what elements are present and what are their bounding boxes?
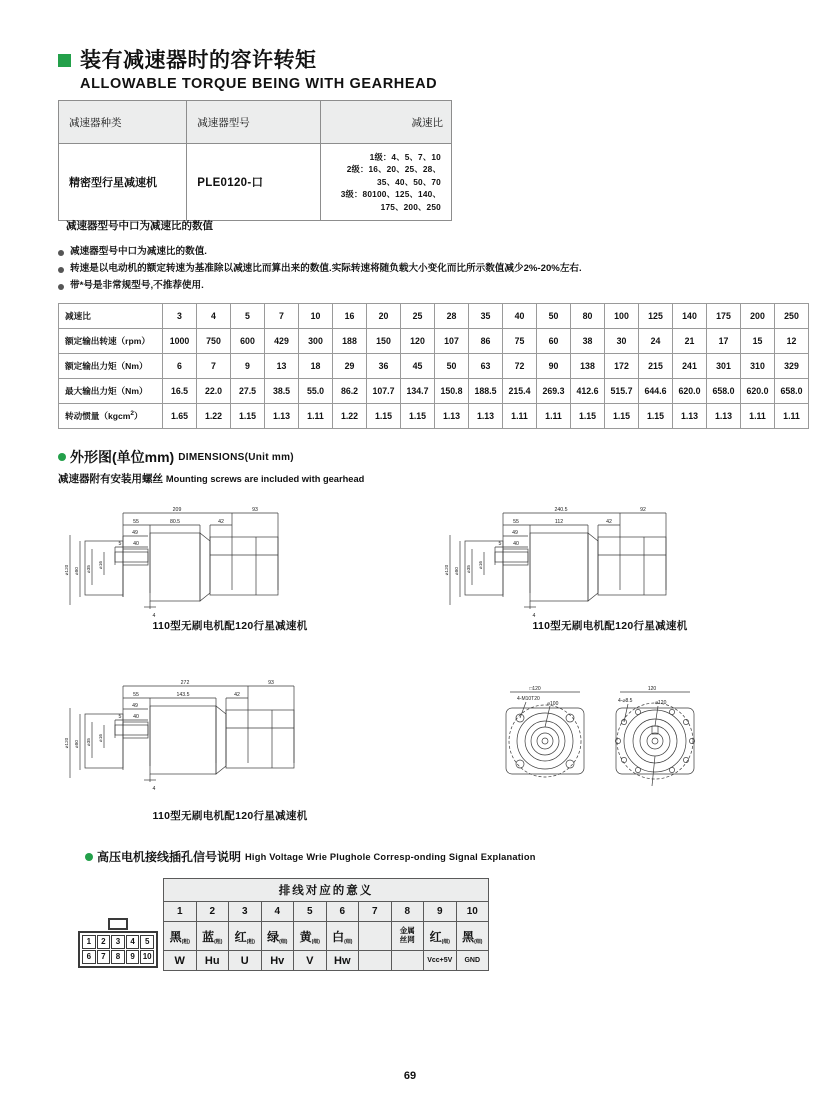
connector-pin: 10 bbox=[140, 950, 154, 964]
spec-value-cell: 1.65 bbox=[163, 404, 197, 429]
spec-data-row bbox=[59, 379, 809, 404]
dim-dia-80: ⌀80 bbox=[74, 567, 79, 575]
spec-value-cell: 107 bbox=[435, 329, 469, 354]
spec-ratio-cell: 16 bbox=[333, 304, 367, 329]
note-text: 减速器型号中口为减速比的数值. bbox=[70, 246, 207, 257]
dim-55: 55 bbox=[133, 692, 139, 698]
signal-table bbox=[163, 878, 489, 971]
gearhead-model-table bbox=[58, 100, 452, 221]
signal-wire-color: 黑(粗) bbox=[164, 922, 197, 951]
spec-value-cell: 45 bbox=[401, 354, 435, 379]
dim-272: 272 bbox=[180, 680, 190, 686]
connector-pin: 8 bbox=[111, 950, 125, 964]
flange1-top-label: □120 bbox=[529, 686, 541, 692]
spec-ratio-cell: 5 bbox=[231, 304, 265, 329]
notes-list bbox=[58, 246, 778, 297]
cell-model: PLE0120-口 bbox=[187, 144, 320, 221]
flange2-hole-label: 4-⌀8.5 bbox=[618, 698, 633, 704]
wire-gauge-note: (细) bbox=[441, 938, 450, 945]
dim-dia-120: ⌀120 bbox=[64, 737, 69, 749]
spec-value-cell: 620.0 bbox=[741, 379, 775, 404]
dim-dia-80: ⌀80 bbox=[74, 740, 79, 748]
dim-49: 49 bbox=[512, 530, 518, 536]
spec-value-cell: 1.15 bbox=[571, 404, 605, 429]
superscript: 2 bbox=[130, 410, 135, 418]
spec-value-cell: 63 bbox=[469, 354, 503, 379]
spec-value-cell: 9 bbox=[231, 354, 265, 379]
spec-value-cell: 620.0 bbox=[673, 379, 707, 404]
square-bullet-icon bbox=[58, 54, 71, 67]
spec-value-cell: 658.0 bbox=[707, 379, 741, 404]
dimension-drawing-2 bbox=[440, 505, 740, 625]
wire-gauge-note: (细) bbox=[311, 938, 320, 945]
spec-value-cell: 515.7 bbox=[605, 379, 639, 404]
dim-dia-35: ⌀35 bbox=[466, 565, 471, 573]
dim-112: 112 bbox=[554, 519, 564, 525]
wire-gauge-note: (细) bbox=[279, 938, 288, 945]
dim-dia-80: ⌀80 bbox=[454, 567, 459, 575]
signal-name: Hu bbox=[196, 951, 229, 971]
dim-143-5: 143.5 bbox=[176, 692, 190, 698]
spec-value-cell: 1.11 bbox=[741, 404, 775, 429]
spec-value-cell: 13 bbox=[265, 354, 299, 379]
dim-dia-35: ⌀35 bbox=[86, 738, 91, 746]
spec-row-label: 额定输出力矩（Nm） bbox=[59, 354, 163, 379]
specification-table bbox=[58, 303, 809, 429]
dim-93: 93 bbox=[252, 507, 258, 513]
dim-dia-16: ⌀16 bbox=[98, 734, 103, 742]
spec-value-cell: 269.3 bbox=[537, 379, 571, 404]
spec-value-cell: 1.13 bbox=[673, 404, 707, 429]
dim-dia-16: ⌀16 bbox=[478, 561, 483, 569]
signal-wire-color: 金属 丝网 bbox=[391, 922, 424, 951]
signal-wire-color: 黑(细) bbox=[456, 922, 489, 951]
spec-value-cell: 301 bbox=[707, 354, 741, 379]
connector-pin: 4 bbox=[126, 935, 140, 949]
flange2-top-label: 120 bbox=[647, 686, 657, 692]
connector-pin-row-bottom bbox=[82, 950, 155, 965]
connector-diagram bbox=[78, 918, 158, 968]
dim-dia-120: ⌀120 bbox=[444, 564, 449, 576]
dim-80-5: 80.5 bbox=[169, 519, 181, 525]
cell-ratio bbox=[320, 144, 451, 221]
spec-value-cell: 1.22 bbox=[197, 404, 231, 429]
spec-header-row bbox=[59, 304, 809, 329]
spec-ratio-cell: 10 bbox=[299, 304, 333, 329]
table-a-header-row bbox=[59, 101, 452, 144]
section1-title-en: ALLOWABLE TORQUE BEING WITH GEARHEAD bbox=[80, 76, 438, 92]
section1-title-cn: 装有减速器时的容许转矩 bbox=[80, 49, 317, 72]
signal-wire-color: 黄(细) bbox=[294, 922, 327, 951]
signal-pin-number: 5 bbox=[294, 902, 327, 922]
th-model: 减速器型号 bbox=[187, 101, 320, 144]
dim-40: 40 bbox=[513, 541, 519, 547]
signal-pin-number: 10 bbox=[456, 902, 489, 922]
spec-value-cell: 644.6 bbox=[639, 379, 673, 404]
drawing-3-svg bbox=[60, 678, 360, 793]
signal-name bbox=[391, 951, 424, 971]
spec-value-cell: 329 bbox=[775, 354, 809, 379]
dimension-drawing-1 bbox=[60, 505, 360, 625]
dim-209: 209 bbox=[172, 507, 182, 513]
note-text: 带*号是非常规型号,不推荐使用. bbox=[70, 279, 204, 291]
dim-4: 4 bbox=[152, 786, 156, 792]
wire-gauge-note: (细) bbox=[474, 938, 483, 945]
spec-ratio-cell: 250 bbox=[775, 304, 809, 329]
spec-ratio-cell: 140 bbox=[673, 304, 707, 329]
section2-subtitle-en: Mounting screws are included with gearhead bbox=[165, 474, 365, 484]
spec-value-cell: 86 bbox=[469, 329, 503, 354]
flange-2-svg bbox=[602, 682, 714, 794]
signal-title-row bbox=[164, 879, 489, 902]
signal-number-row bbox=[164, 902, 489, 922]
th-kind: 减速器种类 bbox=[59, 101, 187, 144]
note-text: 转速是以电动机的额定转速为基准除以减速比而算出来的数值.实际转速将随负载大小变化而比所示数值减少2%-20%左右. bbox=[70, 262, 582, 274]
connector-pin: 3 bbox=[111, 935, 125, 949]
spec-row-label: 减速比 bbox=[59, 304, 163, 329]
bullet-dot-icon bbox=[58, 250, 64, 256]
signal-name-row bbox=[164, 951, 489, 971]
spec-value-cell: 50 bbox=[435, 354, 469, 379]
dim-42: 42 bbox=[606, 519, 612, 525]
section3-title-en: High Voltage Wrie Plughole Corresp-onding Signal Explanation bbox=[245, 851, 536, 862]
spec-value-cell: 12 bbox=[775, 329, 809, 354]
bullet-dot-icon bbox=[58, 267, 64, 273]
signal-wire-color: 红(细) bbox=[424, 922, 457, 951]
spec-value-cell: 600 bbox=[231, 329, 265, 354]
note-item bbox=[58, 246, 778, 258]
section2-subtitle bbox=[58, 471, 364, 486]
spec-value-cell: 750 bbox=[197, 329, 231, 354]
dim-5: 5 bbox=[118, 541, 122, 547]
signal-pin-number: 1 bbox=[164, 902, 197, 922]
dim-40: 40 bbox=[133, 541, 139, 547]
drawing-2-svg bbox=[440, 505, 740, 620]
signal-color-row bbox=[164, 922, 489, 951]
dim-240-5: 240.5 bbox=[554, 507, 568, 513]
dim-49: 49 bbox=[132, 530, 138, 536]
spec-value-cell: 150.8 bbox=[435, 379, 469, 404]
wire-gauge-note: (粗) bbox=[246, 938, 255, 945]
signal-name: Hw bbox=[326, 951, 359, 971]
spec-ratio-cell: 20 bbox=[367, 304, 401, 329]
spec-value-cell: 36 bbox=[367, 354, 401, 379]
spec-ratio-cell: 25 bbox=[401, 304, 435, 329]
spec-ratio-cell: 175 bbox=[707, 304, 741, 329]
signal-wire-color: 白(细) bbox=[326, 922, 359, 951]
signal-name: W bbox=[164, 951, 197, 971]
spec-ratio-cell: 100 bbox=[605, 304, 639, 329]
th-ratio: 减速比 bbox=[320, 101, 451, 144]
spec-ratio-cell: 80 bbox=[571, 304, 605, 329]
spec-value-cell: 86.2 bbox=[333, 379, 367, 404]
spec-value-cell: 241 bbox=[673, 354, 707, 379]
cell-kind: 精密型行星减速机 bbox=[59, 144, 187, 221]
table-a-caption: 减速器型号中口为减速比的数值 bbox=[66, 220, 213, 232]
spec-value-cell: 310 bbox=[741, 354, 775, 379]
dim-4: 4 bbox=[532, 613, 536, 619]
spec-value-cell: 1.15 bbox=[639, 404, 673, 429]
spec-value-cell: 15 bbox=[741, 329, 775, 354]
ratio-line-2: 2级：16、20、25、28、 bbox=[346, 164, 441, 175]
spec-ratio-cell: 28 bbox=[435, 304, 469, 329]
section2-subtitle-cn: 减速器附有安装用螺丝 bbox=[58, 473, 163, 485]
wire-gauge-note: (粗) bbox=[214, 938, 223, 945]
spec-value-cell: 172 bbox=[605, 354, 639, 379]
flange2-bolt-circle-label: ⌀120 bbox=[655, 700, 667, 706]
spec-value-cell: 1.11 bbox=[299, 404, 333, 429]
signal-pin-number: 8 bbox=[391, 902, 424, 922]
flange-drawing-2 bbox=[602, 682, 714, 799]
section1-heading-row bbox=[58, 44, 758, 74]
dim-40: 40 bbox=[133, 714, 139, 720]
dim-42: 42 bbox=[218, 519, 224, 525]
dim-49: 49 bbox=[132, 703, 138, 709]
page-number: 69 bbox=[403, 1070, 417, 1082]
dim-4: 4 bbox=[152, 613, 156, 619]
connector-pin: 2 bbox=[97, 935, 111, 949]
dim-dia-120: ⌀120 bbox=[64, 564, 69, 576]
signal-table-title: 排线对应的意义 bbox=[164, 879, 489, 902]
spec-value-cell: 1.13 bbox=[265, 404, 299, 429]
spec-value-cell: 1.22 bbox=[333, 404, 367, 429]
signal-wire-color: 绿(细) bbox=[261, 922, 294, 951]
spec-value-cell: 38 bbox=[571, 329, 605, 354]
spec-value-cell: 300 bbox=[299, 329, 333, 354]
spec-value-cell: 24 bbox=[639, 329, 673, 354]
section2-title-en: DIMENSIONS(Unit mm) bbox=[178, 451, 294, 463]
connector-pin: 6 bbox=[82, 950, 96, 964]
signal-pin-number: 9 bbox=[424, 902, 457, 922]
connector-pin-row-top bbox=[82, 935, 155, 950]
note-item bbox=[58, 280, 778, 292]
signal-pin-number: 6 bbox=[326, 902, 359, 922]
spec-value-cell: 72 bbox=[503, 354, 537, 379]
dim-93: 93 bbox=[268, 680, 274, 686]
dim-55: 55 bbox=[133, 519, 139, 525]
spec-ratio-cell: 35 bbox=[469, 304, 503, 329]
spec-value-cell: 1.13 bbox=[707, 404, 741, 429]
spec-ratio-cell: 4 bbox=[197, 304, 231, 329]
spec-value-cell: 1.11 bbox=[537, 404, 571, 429]
spec-value-cell: 27.5 bbox=[231, 379, 265, 404]
spec-value-cell: 29 bbox=[333, 354, 367, 379]
signal-wire-color: 红(粗) bbox=[229, 922, 262, 951]
spec-value-cell: 138 bbox=[571, 354, 605, 379]
connector-pin: 1 bbox=[82, 935, 96, 949]
dim-5: 5 bbox=[118, 714, 122, 720]
signal-name: Hv bbox=[261, 951, 294, 971]
spec-value-cell: 658.0 bbox=[775, 379, 809, 404]
spec-value-cell: 21 bbox=[673, 329, 707, 354]
spec-value-cell: 1.13 bbox=[435, 404, 469, 429]
spec-value-cell: 1.15 bbox=[401, 404, 435, 429]
drawing-3-caption: 110型无刷电机配120行星减速机 bbox=[152, 810, 308, 822]
table-a-data-row bbox=[59, 144, 452, 221]
spec-value-cell: 120 bbox=[401, 329, 435, 354]
spec-data-row bbox=[59, 354, 809, 379]
flange1-screw-label: 4-M10T20 bbox=[517, 696, 540, 702]
connector-pin: 7 bbox=[97, 950, 111, 964]
connector-pin: 9 bbox=[126, 950, 140, 964]
drawing-2-caption: 110型无刷电机配120行星减速机 bbox=[532, 620, 688, 632]
ratio-line-3: 35、40、50、70 bbox=[376, 176, 441, 187]
dim-dia-16: ⌀16 bbox=[98, 561, 103, 569]
spec-ratio-cell: 40 bbox=[503, 304, 537, 329]
drawing-1-svg bbox=[60, 505, 360, 620]
signal-wire-color: 蓝(粗) bbox=[196, 922, 229, 951]
spec-value-cell: 22.0 bbox=[197, 379, 231, 404]
spec-value-cell: 188.5 bbox=[469, 379, 503, 404]
spec-row-label: 转动惯量（kgcm$^2$） bbox=[59, 404, 163, 429]
dim-55: 55 bbox=[513, 519, 519, 525]
spec-data-row bbox=[59, 404, 809, 429]
spec-value-cell: 17 bbox=[707, 329, 741, 354]
spec-value-cell: 16.5 bbox=[163, 379, 197, 404]
section-signal-explanation bbox=[85, 848, 536, 865]
spec-value-cell: 55.0 bbox=[299, 379, 333, 404]
spec-value-cell: 1000 bbox=[163, 329, 197, 354]
dimension-drawing-3 bbox=[60, 678, 360, 798]
connector-pin: 5 bbox=[140, 935, 154, 949]
dim-92: 92 bbox=[640, 507, 646, 513]
spec-value-cell: 1.15 bbox=[367, 404, 401, 429]
section2-title-cn: 外形图(单位mm) bbox=[70, 449, 175, 465]
spec-value-cell: 18 bbox=[299, 354, 333, 379]
signal-wire-color bbox=[359, 922, 392, 951]
spec-row-label: 最大输出力矩（Nm） bbox=[59, 379, 163, 404]
signal-pin-number: 7 bbox=[359, 902, 392, 922]
spec-value-cell: 134.7 bbox=[401, 379, 435, 404]
signal-name: U bbox=[229, 951, 262, 971]
spec-ratio-cell: 3 bbox=[163, 304, 197, 329]
spec-value-cell: 412.6 bbox=[571, 379, 605, 404]
dim-42: 42 bbox=[234, 692, 240, 698]
signal-name: Vcc+5V bbox=[424, 951, 457, 971]
spec-ratio-cell: 50 bbox=[537, 304, 571, 329]
spec-value-cell: 75 bbox=[503, 329, 537, 354]
note-item bbox=[58, 263, 778, 275]
spec-value-cell: 90 bbox=[537, 354, 571, 379]
signal-name: V bbox=[294, 951, 327, 971]
spec-value-cell: 215 bbox=[639, 354, 673, 379]
wire-gauge-note: (细) bbox=[344, 938, 353, 945]
spec-value-cell: 60 bbox=[537, 329, 571, 354]
signal-name bbox=[359, 951, 392, 971]
wire-gauge-note: (粗) bbox=[181, 938, 190, 945]
spec-value-cell: 1.11 bbox=[775, 404, 809, 429]
spec-value-cell: 1.11 bbox=[503, 404, 537, 429]
dim-dia-35: ⌀35 bbox=[86, 565, 91, 573]
ratio-line-1: 1级：4、5、7、10 bbox=[369, 151, 441, 162]
spec-value-cell: 107.7 bbox=[367, 379, 401, 404]
flange-1-svg bbox=[492, 682, 604, 794]
circle-bullet-icon bbox=[85, 853, 93, 861]
bullet-dot-icon bbox=[58, 284, 64, 290]
spec-ratio-cell: 7 bbox=[265, 304, 299, 329]
spec-value-cell: 188 bbox=[333, 329, 367, 354]
spec-value-cell: 38.5 bbox=[265, 379, 299, 404]
section-allowable-torque bbox=[58, 44, 758, 92]
spec-value-cell: 1.15 bbox=[605, 404, 639, 429]
spec-value-cell: 215.4 bbox=[503, 379, 537, 404]
spec-data-row bbox=[59, 329, 809, 354]
circle-bullet-icon bbox=[58, 453, 66, 461]
ratio-line-4: 3级：80100、125、140、 bbox=[340, 189, 441, 200]
spec-value-cell: 1.13 bbox=[469, 404, 503, 429]
signal-pin-number: 3 bbox=[229, 902, 262, 922]
spec-value-cell: 6 bbox=[163, 354, 197, 379]
spec-value-cell: 7 bbox=[197, 354, 231, 379]
spec-value-cell: 150 bbox=[367, 329, 401, 354]
connector-latch-icon bbox=[108, 918, 128, 930]
signal-name: GND bbox=[456, 951, 489, 971]
spec-row-label: 额定输出转速（rpm） bbox=[59, 329, 163, 354]
section2-heading-row bbox=[58, 447, 364, 467]
spec-value-cell: 429 bbox=[265, 329, 299, 354]
spec-ratio-cell: 200 bbox=[741, 304, 775, 329]
flange-drawing-1 bbox=[492, 682, 604, 799]
drawing-1-caption: 110型无刷电机配120行星减速机 bbox=[152, 620, 308, 632]
connector-body bbox=[78, 931, 158, 968]
spec-ratio-cell: 125 bbox=[639, 304, 673, 329]
signal-pin-number: 2 bbox=[196, 902, 229, 922]
section3-title-cn: 高压电机接线插孔信号说明 bbox=[97, 850, 242, 864]
dim-5: 5 bbox=[498, 541, 502, 547]
ratio-line-5: 175、200、250 bbox=[380, 201, 441, 212]
signal-pin-number: 4 bbox=[261, 902, 294, 922]
section-dimensions bbox=[58, 447, 364, 486]
spec-value-cell: 30 bbox=[605, 329, 639, 354]
flange1-bolt-circle-label: ⌀100 bbox=[547, 701, 559, 707]
spec-value-cell: 1.15 bbox=[231, 404, 265, 429]
